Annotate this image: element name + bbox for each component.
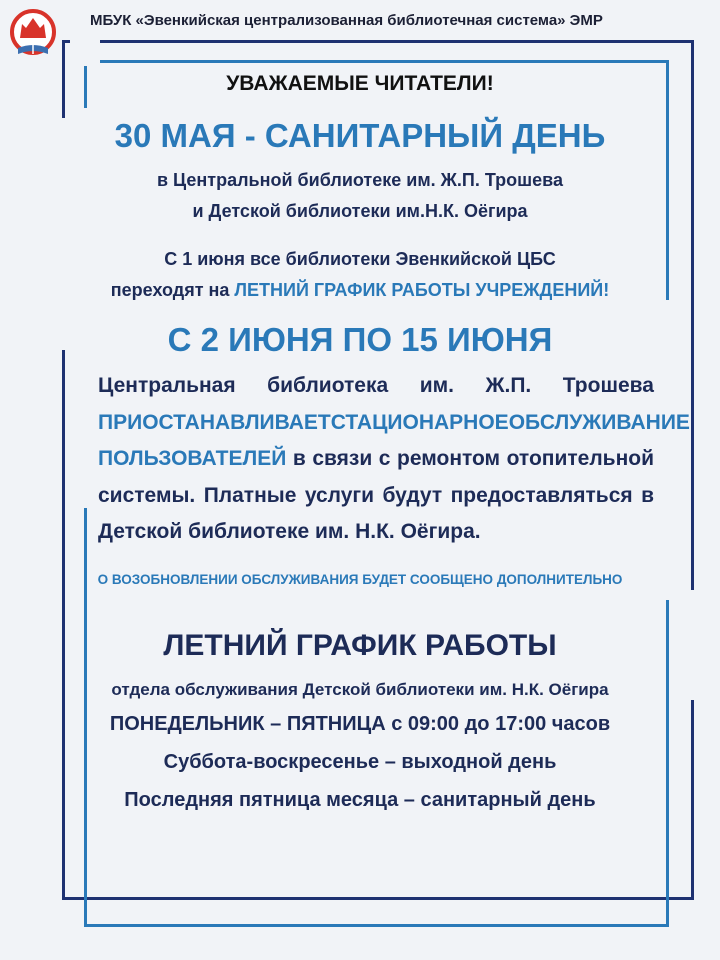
schedule-department: отдела обслуживания Детской библиотеки им. Н.К. Оёгира [111,680,609,699]
schedule-title: ЛЕТНИЙ ГРАФИК РАБОТЫ [163,629,557,662]
word: Центральная [98,374,236,397]
library-logo-icon [8,8,58,64]
word: в [641,483,654,507]
word: с [378,447,391,470]
word: отопительной [506,447,654,470]
organization-header: МБУК «Эвенкийская централизованная библиотечная система» ЭМР [90,12,603,29]
word: будут [382,483,443,507]
frame-gap [70,36,100,66]
greeting: УВАЖАЕМЫЕ ЧИТАТЕЛИ! [226,72,494,95]
word: в [292,447,306,470]
word: системы. [98,483,196,507]
word: Платные [203,483,297,507]
word: Ж.П. [485,374,532,397]
word: ПРИОСТАНАВЛИВАЕТ [98,410,331,434]
summer-schedule-highlight: ЛЕТНИЙ ГРАФИК РАБОТЫ УЧРЕЖДЕНИЙ! [234,280,610,300]
word: предоставляться [450,483,633,507]
word: услуги [304,483,375,507]
sanitary-day-title: 30 МАЯ - САНИТАРНЫЙ ДЕНЬ [114,117,606,154]
word: Трошева [562,374,654,397]
word: им. [419,374,454,397]
frame-gap [80,108,92,508]
schedule-weekend: Суббота-воскресенье – выходной день [163,751,557,773]
schedule-weekdays: ПОНЕДЕЛЬНИК – ПЯТНИЦА с 09:00 до 17:00 часов [109,713,611,735]
paragraph-line [98,405,690,442]
word: ремонтом [397,447,501,470]
word: библиотека [267,374,389,397]
closure-paragraph [98,368,690,551]
schedule-last-friday: Последняя пятница месяца – санитарный день [124,789,596,811]
period-title: С 2 ИЮНЯ ПО 15 ИЮНЯ [167,321,553,358]
june-transition-line: С 1 июня все библиотеки Эвенкийской ЦБС [164,249,556,269]
resume-note: О ВОЗОБНОВЛЕНИИ ОБСЛУЖИВАНИЯ БУДЕТ СООБЩЕНО ДОПОЛНИТЕЛЬНО [97,572,623,587]
june-transition-text: переходят на [110,280,230,300]
word: СТАЦИОНАРНОЕ [330,410,509,434]
sanitary-day-line: в Центральной библиотеке им. Ж.П. Трошева [156,170,564,190]
paragraph-line [98,441,654,478]
sanitary-day-line: и Детской библиотеки им.Н.К. Оёгира [192,201,528,221]
paragraph-line [98,478,654,515]
word: связи [312,447,373,470]
word: ПОЛЬЗОВАТЕЛЕЙ [98,447,287,470]
word: ОБСЛУЖИВАНИЕ [508,410,690,434]
paragraph-line [98,368,654,405]
june-transition-line [0,280,720,301]
paragraph-line: Детской библиотеке им. Н.К. Оёгира. [98,520,481,543]
